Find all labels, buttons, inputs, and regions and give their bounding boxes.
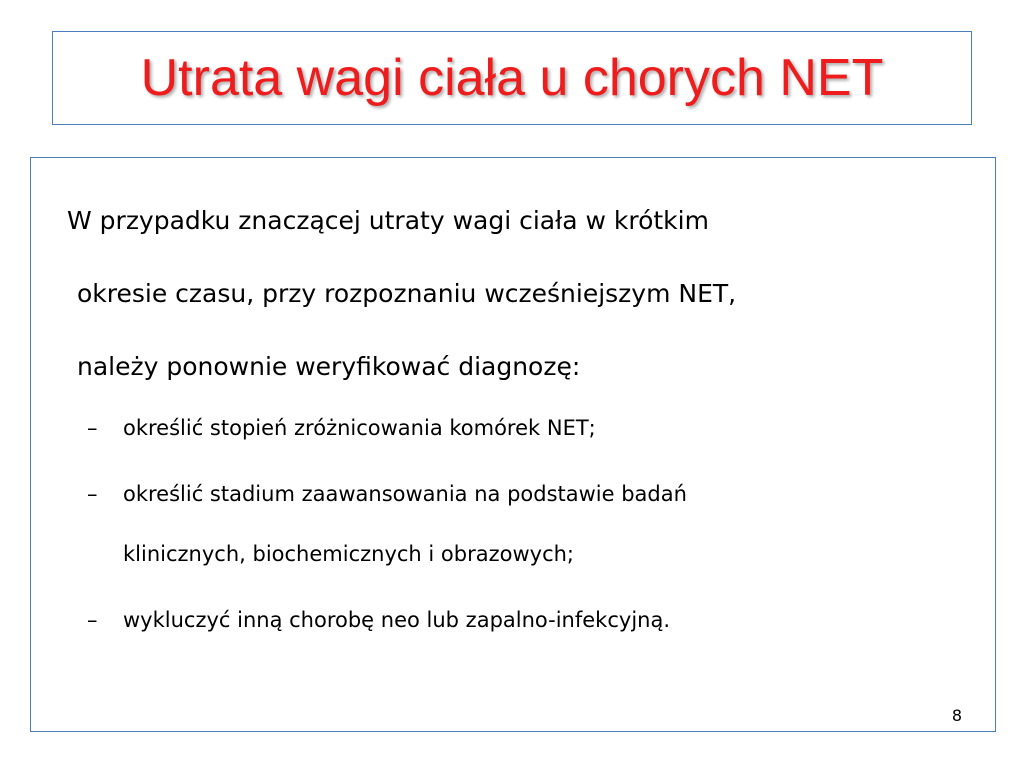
page-number: 8 xyxy=(951,706,962,725)
dash-bullet-icon: – xyxy=(87,416,98,440)
intro-paragraph xyxy=(67,184,947,403)
dash-bullet-icon: – xyxy=(87,608,98,632)
bullet-text: określić stadium zaawansowania na podstawie badań xyxy=(123,482,687,506)
slide-title: Utrata wagi ciała u chorych NET xyxy=(140,49,884,107)
content-box xyxy=(30,157,996,732)
intro-line: okresie czasu, przy rozpoznaniu wcześniejszym NET, xyxy=(77,279,737,308)
dash-bullet-icon: – xyxy=(87,482,98,506)
bullet-text: wykluczyć inną chorobę neo lub zapalno-infekcyjną. xyxy=(123,608,671,632)
bullet-list xyxy=(87,398,967,656)
title-box xyxy=(52,31,972,125)
bullet-item xyxy=(87,464,967,584)
bullet-item xyxy=(87,398,967,458)
intro-line: należy ponownie weryfikować diagnozę: xyxy=(77,352,581,381)
intro-line: W przypadku znaczącej utraty wagi ciała w krótkim xyxy=(67,206,709,235)
bullet-text: klinicznych, biochemicznych i obrazowych; xyxy=(123,542,574,566)
bullet-text: określić stopień zróżnicowania komórek NET; xyxy=(123,416,596,440)
bullet-item xyxy=(87,590,967,650)
